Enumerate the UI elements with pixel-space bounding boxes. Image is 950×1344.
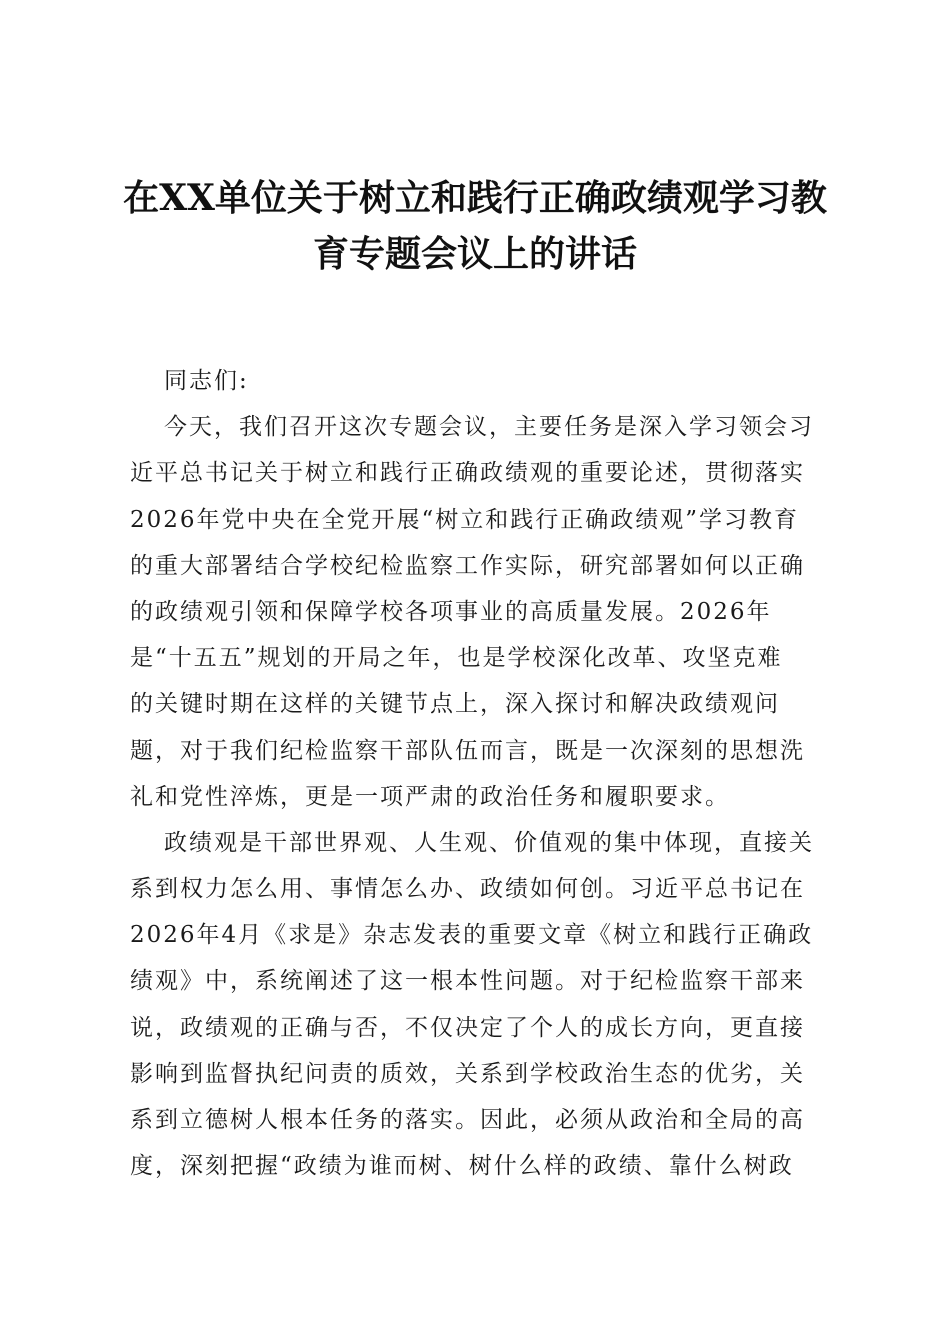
- paragraph-1-line: 题，对于我们纪检监察干部队伍而言，既是一次深刻的思想洗: [130, 737, 805, 764]
- document-body: [130, 358, 830, 1189]
- title-line: 在XX单位关于树立和践行正确政绩观学习教: [123, 177, 827, 219]
- title-line: 育专题会议上的讲话: [312, 233, 637, 275]
- paragraph-2-line: 2026年4月《求是》杂志发表的重要文章《树立和践行正确政: [130, 922, 814, 949]
- paragraph-2-line: 系到立德树人根本任务的落实。因此，必须从政治和全局的高: [130, 1107, 805, 1133]
- paragraph-1-line: 2026年党中央在全党开展“树立和践行正确政绩观”学习教育: [130, 506, 800, 533]
- salutation: 同志们:: [164, 368, 249, 394]
- paragraph-1-line: 是“十五五”规划的开局之年，也是学校深化改革、攻坚克难: [130, 645, 783, 672]
- paragraph-2-line: 影响到监督执纪问责的质效，关系到学校政治生态的优劣，关: [130, 1060, 805, 1087]
- document-title: [100, 170, 850, 282]
- paragraph-1-line: 近平总书记关于树立和践行正确政绩观的重要论述，贯彻落实: [130, 460, 805, 487]
- paragraph-2-line: 度，深刻把握“政绩为谁而树、树什么样的政绩、靠什么树政: [130, 1153, 794, 1180]
- paragraph-2-line: 系到权力怎么用、事情怎么办、政绩如何创。习近平总书记在: [130, 876, 805, 903]
- paragraph-1-line: 的关键时期在这样的关键节点上，深入探讨和解决政绩观问: [130, 691, 780, 718]
- paragraph-2-line: 绩观》中，系统阐述了这一根本性问题。对于纪检监察干部来: [130, 968, 805, 995]
- paragraph-1-line: 今天，我们召开这次专题会议，主要任务是深入学习领会习: [164, 414, 814, 441]
- paragraph-2-line: 说，政绩观的正确与否，不仅决定了个人的成长方向，更直接: [130, 1014, 805, 1041]
- paragraph-1-line: 礼和党性淬炼，更是一项严肃的政治任务和履职要求。: [130, 783, 730, 810]
- paragraph-1-line: 的重大部署结合学校纪检监察工作实际，研究部署如何以正确: [130, 552, 805, 579]
- paragraph-2-line: 政绩观是干部世界观、人生观、价值观的集中体现，直接关: [164, 829, 814, 856]
- paragraph-1-line: 的政绩观引领和保障学校各项事业的高质量发展。2026年: [130, 598, 772, 625]
